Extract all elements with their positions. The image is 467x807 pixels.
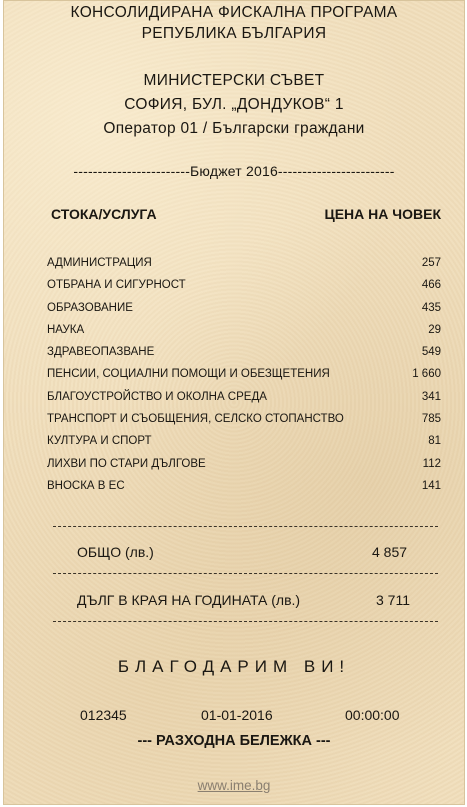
item-value: 435: [421, 301, 441, 314]
list-item: [47, 346, 441, 368]
item-name: НАУКА: [47, 323, 85, 336]
receipt-date: 01-01-2016: [201, 707, 273, 723]
item-name: ЛИХВИ ПО СТАРИ ДЪЛГОВЕ: [47, 457, 206, 470]
debt-label: ДЪЛГ В КРАЯ НА ГОДИНАТА (лв.): [77, 592, 301, 608]
list-item: [47, 413, 441, 435]
budget-title: ------------------------Бюджет 2016------------------------: [73, 163, 395, 179]
receipt: [3, 0, 465, 805]
item-name: ТРАНСПОРТ И СЪОБЩЕНИЯ, СЕЛСКО СТОПАНСТВО: [47, 413, 344, 426]
receipt-time: 00:00:00: [345, 707, 400, 723]
divider: [53, 621, 438, 622]
item-name: ОТБРАНА И СИГУРНОСТ: [47, 279, 186, 292]
list-item: [47, 435, 441, 457]
thanks-message: БЛАГОДАРИМ ВИ!: [117, 657, 351, 676]
item-value: 466: [421, 279, 441, 292]
item-name: ОБРАЗОВАНИЕ: [47, 301, 133, 314]
item-value: 1 660: [412, 368, 441, 381]
divider: [53, 573, 438, 574]
item-value: 257: [421, 257, 441, 269]
item-name: БЛАГОУСТРОЙСТВО И ОКОЛНА СРЕДА: [47, 390, 267, 403]
item-value: 29: [428, 323, 441, 336]
item-list: [47, 257, 441, 502]
item-value: 785: [421, 413, 441, 426]
item-name: ЗДРАВЕОПАЗВАНЕ: [47, 346, 155, 359]
list-item: [47, 458, 441, 480]
item-value: 112: [422, 457, 441, 470]
slip-title: --- РАЗХОДНА БЕЛЕЖКА ---: [137, 733, 331, 749]
header-country: РЕПУБЛИКА БЪЛГАРИЯ: [141, 25, 327, 42]
header-address: СОФИЯ, БУЛ. „ДОНДУКОВ“ 1: [124, 96, 344, 113]
item-name: ПЕНСИИ, СОЦИАЛНИ ПОМОЩИ И ОБЕЗЩЕТЕНИЯ: [47, 368, 330, 381]
column-item-header: СТОКА/УСЛУГА: [51, 206, 157, 222]
item-name: КУЛТУРА И СПОРТ: [47, 435, 152, 448]
list-item: [47, 279, 441, 301]
total-label: ОБЩО (лв.): [77, 544, 154, 560]
header-ministry: МИНИСТЕРСКИ СЪВЕТ: [143, 72, 325, 89]
list-item: [47, 368, 441, 390]
item-value: 341: [421, 390, 441, 403]
item-name: АДМИНИСТРАЦИЯ: [47, 257, 152, 269]
website-link[interactable]: www.ime.bg: [197, 778, 271, 793]
item-value: 549: [421, 346, 441, 359]
debt-value: 3 711: [376, 592, 410, 608]
list-item: [47, 302, 441, 324]
item-value: 81: [428, 435, 441, 448]
item-name: ВНОСКА В ЕС: [47, 479, 125, 492]
receipt-number: 012345: [80, 707, 127, 723]
list-item: [47, 391, 441, 413]
list-item: [47, 324, 441, 346]
list-item: [47, 257, 441, 279]
column-price-header: ЦЕНА НА ЧОВЕК: [324, 206, 441, 222]
total-value: 4 857: [372, 544, 408, 560]
divider: [53, 526, 438, 527]
item-value: 141: [421, 479, 441, 492]
list-item: [47, 480, 441, 502]
header-program: КОНСОЛИДИРАНА ФИСКАЛНА ПРОГРАМА: [70, 4, 398, 21]
header-operator: Оператор 01 / Български граждани: [103, 120, 365, 137]
